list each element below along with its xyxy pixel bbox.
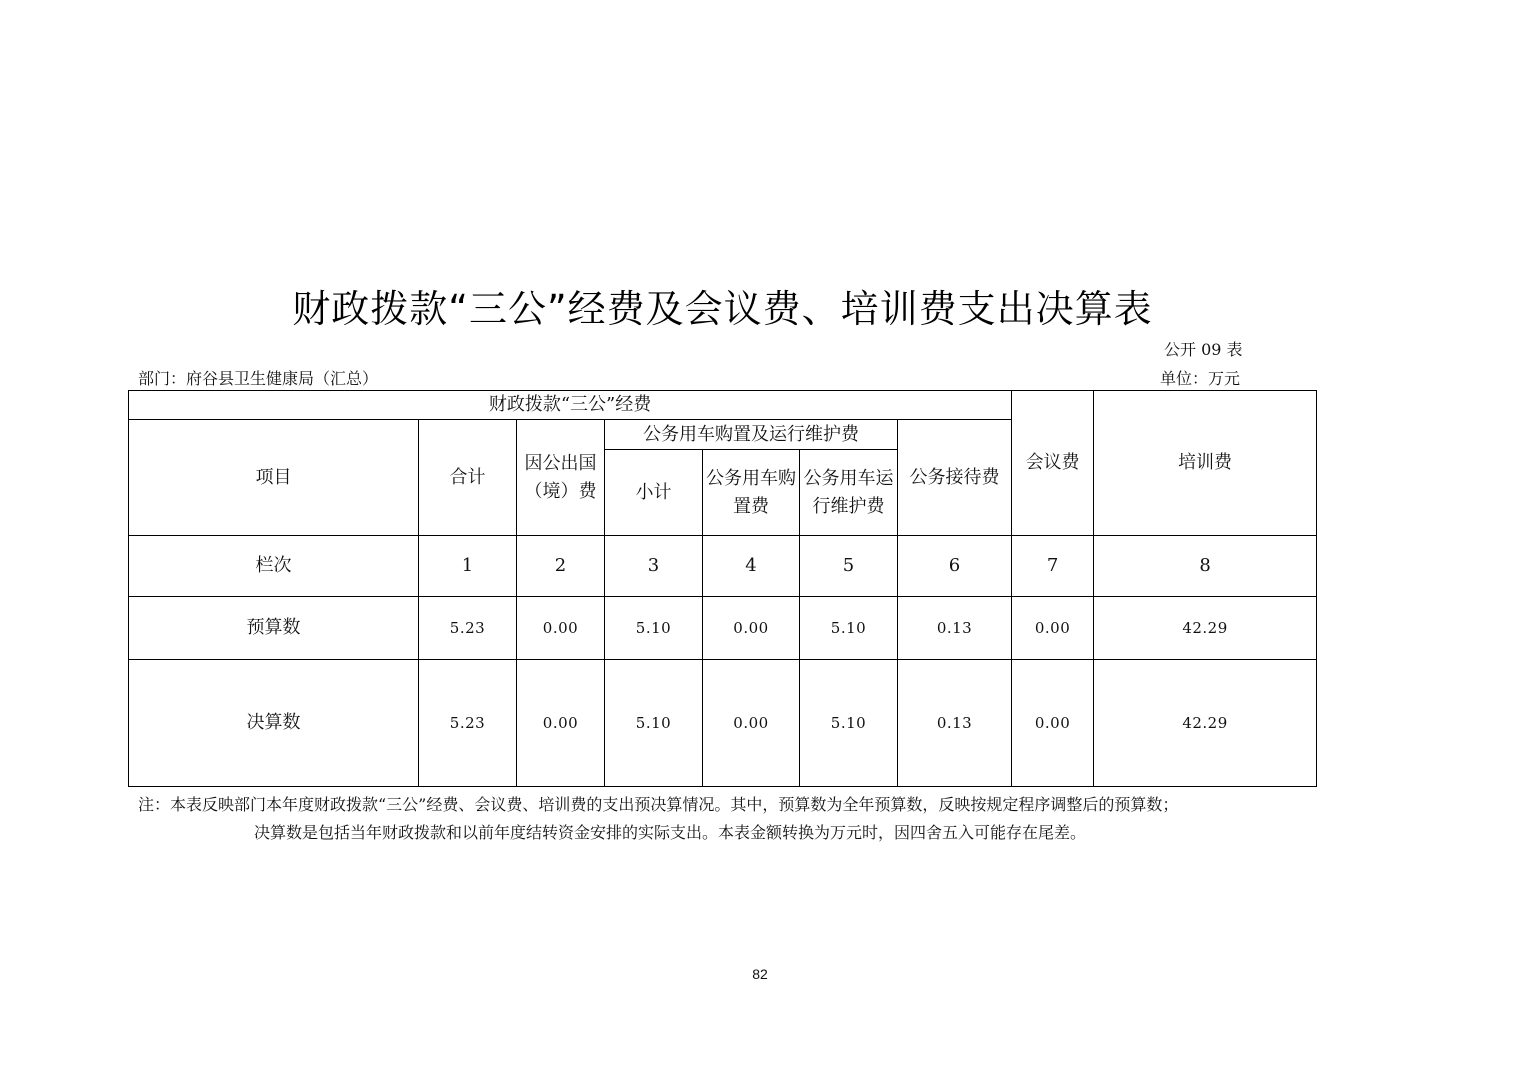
header-subtotal: 小计 — [605, 450, 703, 536]
cell: 1 — [419, 536, 517, 597]
cell: 6 — [898, 536, 1012, 597]
form-number: 公开 09 表 — [1164, 340, 1243, 359]
cell: 0.00 — [517, 597, 605, 660]
cell: 5.10 — [800, 597, 898, 660]
cell: 42.29 — [1094, 660, 1317, 787]
header-vehicle-operation: 公务用车运行维护费 — [800, 450, 898, 536]
cell: 8 — [1094, 536, 1317, 597]
header-total: 合计 — [419, 420, 517, 536]
cell: 5.10 — [605, 597, 703, 660]
department-label: 部门：府谷县卫生健康局（汇总） — [138, 369, 379, 388]
cell: 5.23 — [419, 597, 517, 660]
unit-label: 单位：万元 — [1160, 369, 1241, 388]
page-title: 财政拨款“三公”经费及会议费、培训费支出决算表 — [292, 287, 1153, 331]
header-reception: 公务接待费 — [898, 420, 1012, 536]
cell: 42.29 — [1094, 597, 1317, 660]
header-item: 项目 — [129, 420, 419, 536]
table-row — [129, 597, 1317, 660]
row-label: 决算数 — [129, 660, 419, 787]
note-line-1: 注：本表反映部门本年度财政拨款“三公”经费、会议费、培训费的支出预决算情况。其中，预算数为全年预算数，反映按规定程序调整后的预算数； — [138, 795, 1179, 814]
cell: 5.10 — [605, 660, 703, 787]
table-row — [129, 536, 1317, 597]
cell: 0.00 — [703, 597, 800, 660]
cell: 0.13 — [898, 660, 1012, 787]
table-row — [129, 660, 1317, 787]
cell: 5 — [800, 536, 898, 597]
header-vehicle-purchase: 公务用车购置费 — [703, 450, 800, 536]
cell: 0.00 — [703, 660, 800, 787]
header-vehicle-group: 公务用车购置及运行维护费 — [605, 420, 898, 450]
page-number: 82 — [752, 966, 768, 982]
cell: 0.00 — [1012, 660, 1094, 787]
row-label: 栏次 — [129, 536, 419, 597]
row-label: 预算数 — [129, 597, 419, 660]
cell: 7 — [1012, 536, 1094, 597]
header-sangong: 财政拨款“三公”经费 — [129, 391, 1012, 420]
header-training: 培训费 — [1094, 391, 1317, 536]
header-abroad: 因公出国（境）费 — [517, 420, 605, 536]
cell: 4 — [703, 536, 800, 597]
cell: 3 — [605, 536, 703, 597]
cell: 0.13 — [898, 597, 1012, 660]
cell: 2 — [517, 536, 605, 597]
expenditure-table — [128, 390, 1317, 787]
note-line-2: 决算数是包括当年财政拨款和以前年度结转资金安排的实际支出。本表金额转换为万元时，因四舍五入可能存在尾差。 — [254, 823, 1087, 842]
cell: 0.00 — [1012, 597, 1094, 660]
cell: 0.00 — [517, 660, 605, 787]
cell: 5.23 — [419, 660, 517, 787]
header-meeting: 会议费 — [1012, 391, 1094, 536]
cell: 5.10 — [800, 660, 898, 787]
